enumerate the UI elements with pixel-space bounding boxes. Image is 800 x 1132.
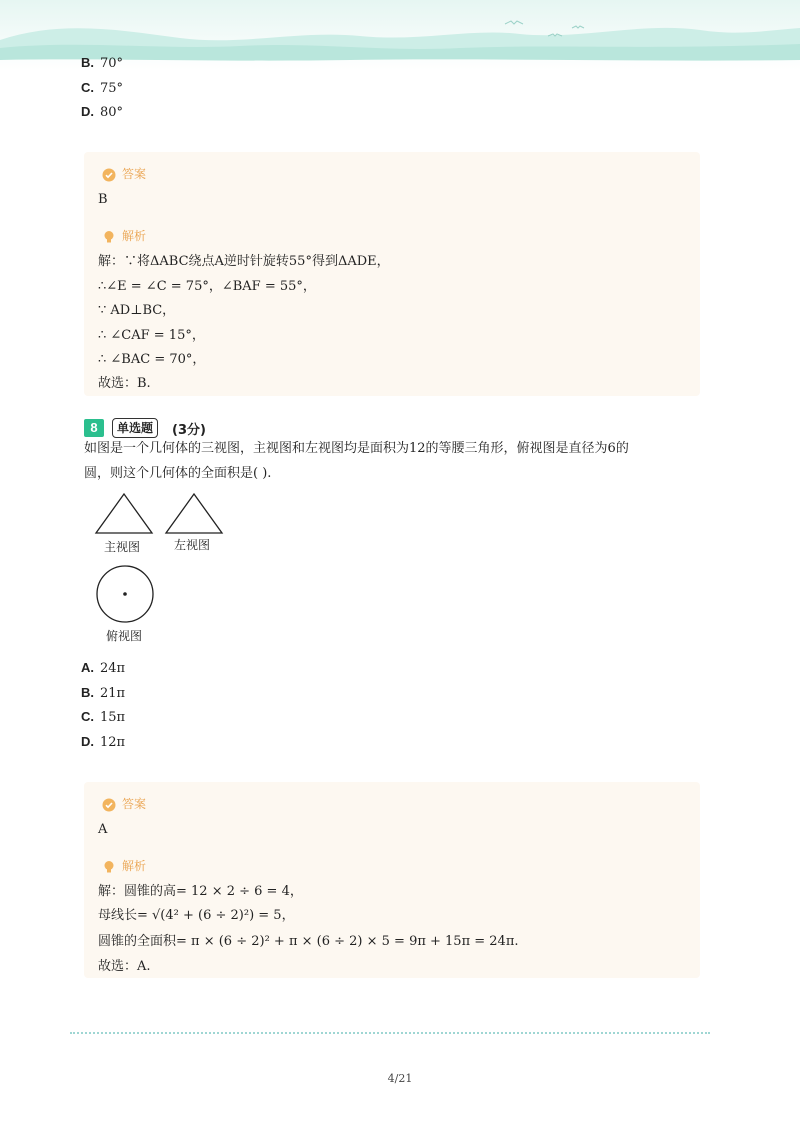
question-text-line2: 圆，则这个几何体的全面积是( ). (84, 466, 272, 481)
analysis-line: 解：∵将ΔABC绕点A逆时针旋转55°得到ΔADE， (98, 254, 390, 269)
answer-tag: 答案 (102, 795, 146, 812)
check-badge-icon (102, 168, 116, 182)
option-d: D. 12π (81, 734, 126, 750)
answer-value: A (98, 822, 108, 837)
front-view-caption: 主视图 (104, 540, 141, 554)
analysis-line: ∴∠E = ∠C = 75°，∠BAF = 55°， (98, 279, 316, 294)
lightbulb-icon (102, 860, 116, 874)
top-view-circle (94, 565, 156, 625)
analysis-line: 圆锥的全面积= π × (6 ÷ 2)² + π × (6 ÷ 2) × 5 = 9π + 15π = 24π. (98, 934, 519, 949)
analysis-tag: 解析 (102, 857, 146, 874)
option-a: A. 24π (81, 660, 126, 676)
analysis-line: 故选：A. (98, 959, 151, 974)
question-score: (3分) (172, 423, 206, 438)
front-view-triangle (94, 492, 154, 536)
lightbulb-icon (102, 230, 116, 244)
page-number: 4/21 (387, 1072, 413, 1085)
analysis-line: ∴ ∠BAC = 70°， (98, 352, 206, 367)
question-number: 8 (84, 419, 104, 437)
check-badge-icon (102, 798, 116, 812)
option-b-prev: B. 70° (81, 55, 124, 71)
question-text-line1: 如图是一个几何体的三视图，主视图和左视图均是面积为12的等腰三角形，俯视图是直径为6的 (84, 441, 629, 456)
option-c-prev: C. 75° (81, 80, 124, 96)
answer-box-1 (84, 152, 700, 396)
answer-tag: 答案 (102, 165, 146, 182)
footer-divider (70, 1032, 710, 1034)
option-c: C. 15π (81, 709, 126, 725)
analysis-line: ∵ AD⊥BC， (98, 303, 176, 318)
analysis-line: 母线长= √(4² + (6 ÷ 2)²) = 5， (98, 908, 295, 923)
answer-box-2 (84, 782, 700, 978)
top-view-caption: 俯视图 (106, 629, 143, 643)
question-type-badge: 单选题 (112, 418, 158, 438)
analysis-line: ∴ ∠CAF = 15°， (98, 328, 205, 343)
left-view-triangle (164, 492, 224, 536)
option-d-prev: D. 80° (81, 104, 124, 120)
option-b: B. 21π (81, 685, 126, 701)
answer-value: B (98, 192, 108, 207)
analysis-tag: 解析 (102, 227, 146, 244)
left-view-caption: 左视图 (174, 538, 211, 552)
analysis-line: 故选：B. (98, 376, 151, 391)
analysis-line: 解：圆锥的高= 12 × 2 ÷ 6 = 4， (98, 884, 303, 899)
